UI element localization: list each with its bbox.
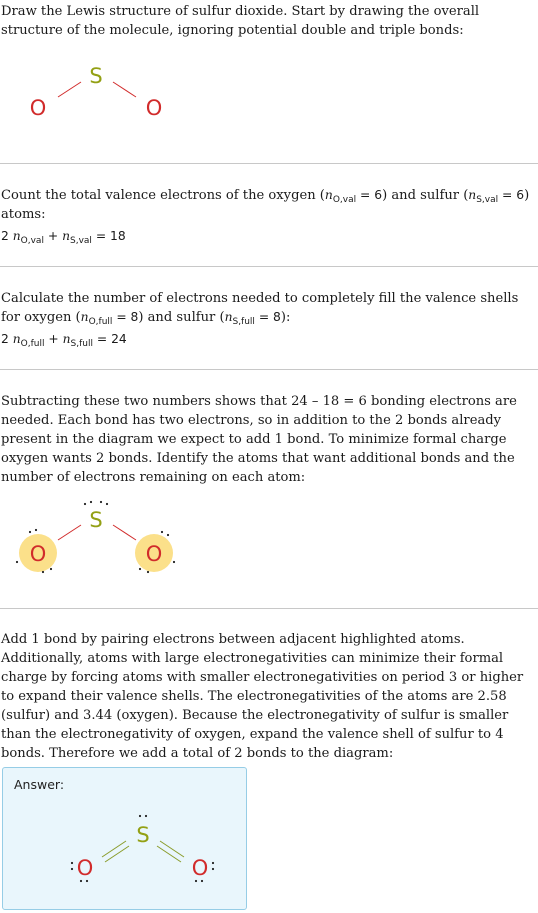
double-bond-right	[157, 841, 184, 862]
highlighted-structure-diagram	[0, 495, 200, 585]
divider	[0, 266, 538, 267]
double-bond-left	[102, 841, 129, 862]
answer-label: Answer:	[14, 777, 65, 792]
divider	[0, 608, 538, 609]
sulfur-atom: S	[89, 64, 103, 88]
sulfur-atom: S	[136, 823, 150, 847]
oxygen-atom-left: O	[29, 96, 47, 120]
final-lewis-structure	[3, 768, 248, 911]
bonding-analysis-paragraph: Subtracting these two numbers shows that 24 – 18 = 6 bonding electrons are needed. Each bond has two electrons, so in addition to the 2 bonds already present in the diagram we expect to add 1 bond. To minimize formal charge oxygen wants 2 bonds. Identify the atoms that want additional bonds and the number of electrons remaining on each atom:	[1, 394, 517, 485]
valence-equation: 2 $n_{O,val} + n_{S,val} = 18$	[1, 229, 126, 246]
divider	[0, 163, 538, 164]
full-shell-equation: 2 $n_{O,full} + n_{S,full} = 24$	[1, 332, 127, 349]
oxygen-atom-right: O	[145, 96, 163, 120]
oxygen-atom-right: O	[145, 542, 163, 566]
bond-addition-paragraph: Add 1 bond by pairing electrons between adjacent highlighted atoms. Additionally, atoms with large electronegativities can minimize their formal charge by forcing atoms with smaller electronegativities on period 3 or higher to expand their valence shells. The electronegativities of the atoms are 2.58 (sulfur) and 3.44 (oxygen). Because the electronegativity of sulfur is smaller than the electronegativity of oxygen, expand the valence shell of sulfur to 4 bonds. Therefore we add a total of 2 bonds to the diagram:	[1, 632, 524, 761]
sulfur-atom: S	[89, 508, 103, 532]
divider	[0, 369, 538, 370]
oxygen-atom-left: O	[76, 856, 94, 880]
oxygen-atom-left: O	[29, 542, 47, 566]
valence-count-paragraph: Count the total valence electrons of the oxygen $(n_{O,val} = 6)$ and sulfur $(n_{S,val} = 6)$ atoms:	[1, 188, 530, 222]
full-shell-paragraph: Calculate the number of electrons needed to completely fill the valence shells for oxygen $(n_{O,full} = 8)$ and sulfur $(n_{S,full} = 8)$:	[1, 291, 519, 327]
oxygen-atom-right: O	[191, 856, 209, 880]
skeleton-structure-diagram	[0, 60, 200, 130]
answer-panel	[2, 767, 247, 910]
intro-paragraph: Draw the Lewis structure of sulfur dioxide. Start by drawing the overall structure of the molecule, ignoring potential double and triple bonds:	[1, 4, 480, 38]
